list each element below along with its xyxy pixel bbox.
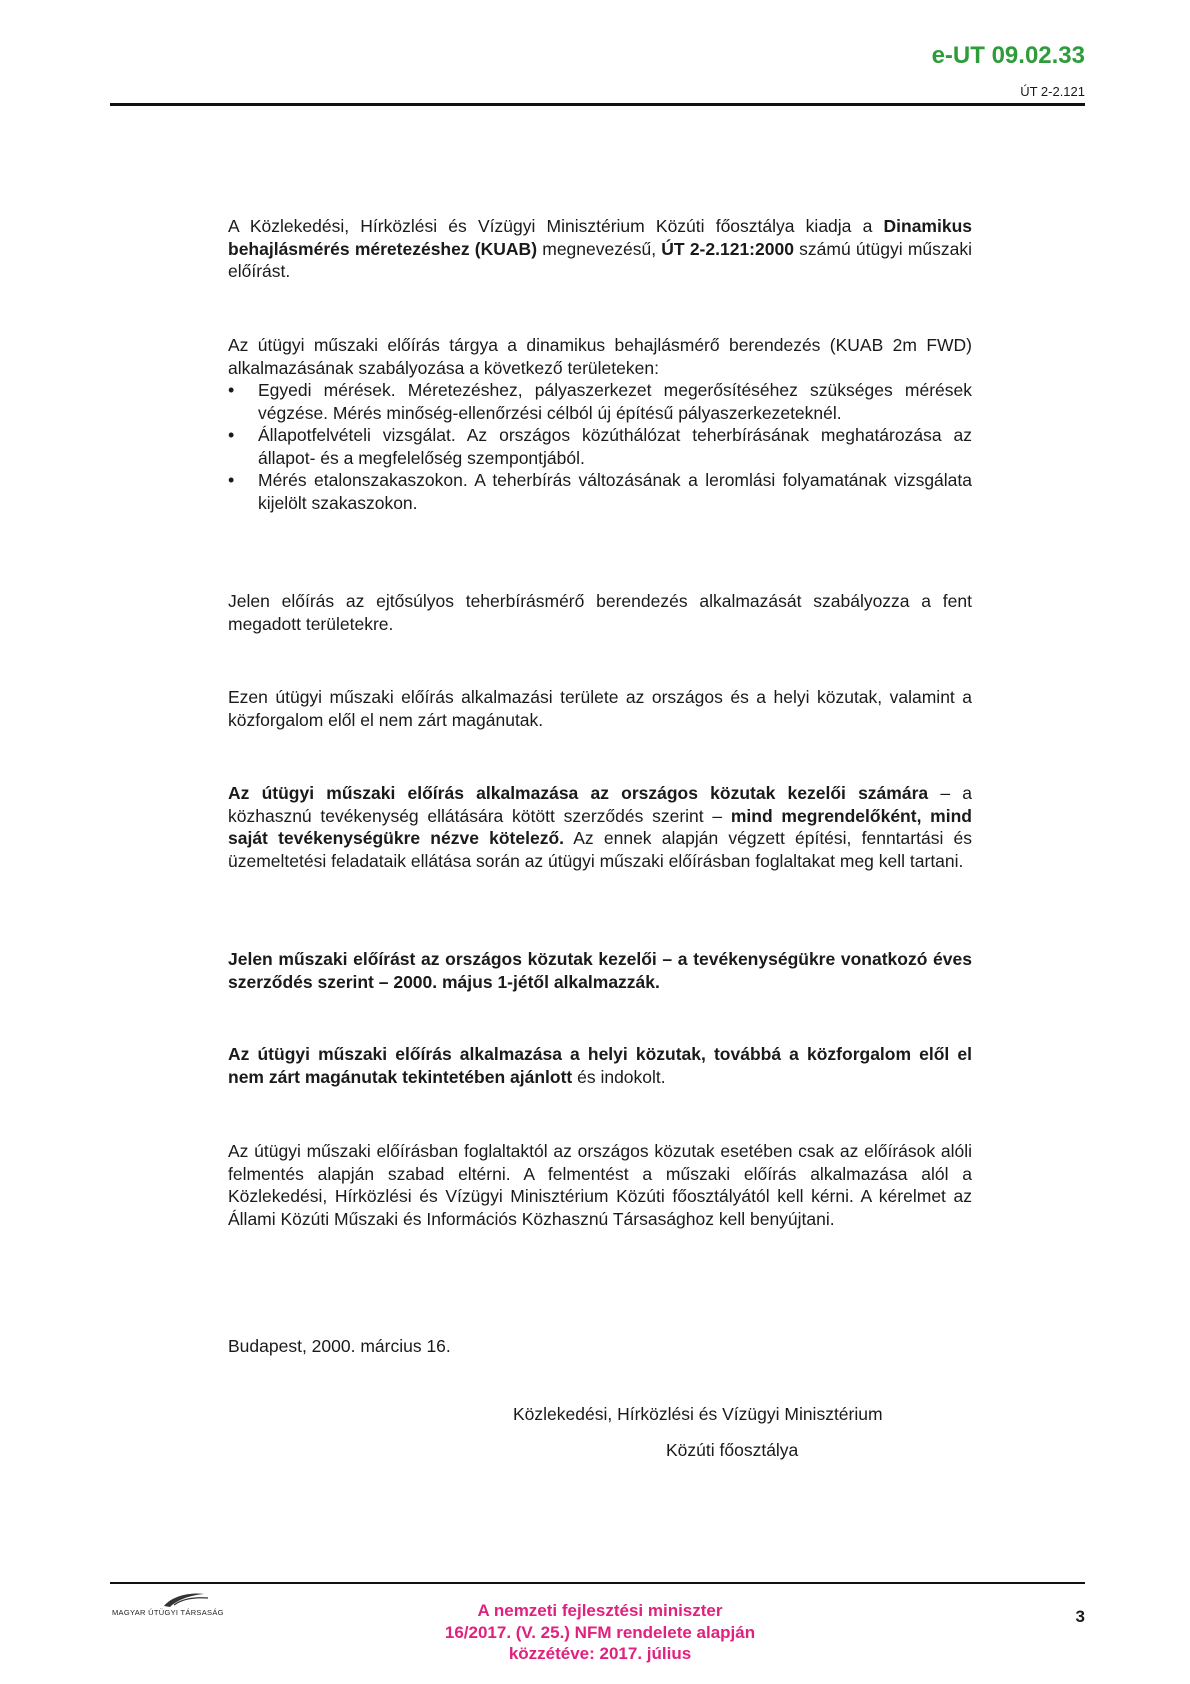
mandatory-text-1: – a közhasznú tevékenység ellátására kötött szerződés szerint – [228, 783, 972, 826]
device-paragraph [228, 590, 972, 635]
intro-standard-number: ÚT 2-2.121:2000 [661, 238, 794, 259]
recommended-text: és indokolt. [572, 1066, 666, 1087]
logo-swoosh-icon [112, 1590, 272, 1610]
footer-divider [110, 1582, 1085, 1584]
mandatory-bold-1: Az útügyi műszaki előírás alkalmazása az országos közutak kezelői számára [228, 783, 929, 803]
intro-text-1: A Közlekedési, Hírközlési és Vízügyi Minisztérium Közúti főosztálya kiadja a [228, 216, 884, 236]
signature-department: Közúti főosztálya [666, 1440, 799, 1460]
mandatory-paragraph [228, 782, 972, 872]
effective-paragraph [228, 948, 972, 993]
page-number: 3 [1075, 1607, 1085, 1626]
intro-text-3: számú útügyi műszaki előírást. [228, 238, 972, 281]
intro-text-2: megnevezésű, [537, 238, 662, 259]
area-text: Ezen útügyi műszaki előírás alkalmazási területe az országos és a helyi közutak, valamint a közforgalom elől el nem zárt magánutak. [228, 687, 972, 730]
mandatory-bold-2: mind megrendelőként, mind saját tevékenységükre nézve kötelező. [228, 805, 972, 848]
publication-note [360, 1600, 840, 1665]
society-logo [112, 1590, 272, 1620]
area-paragraph [228, 686, 972, 731]
publication-line-1: A nemzeti fejlesztési miniszter [477, 1601, 723, 1620]
publication-line-3: közzétéve: 2017. július [508, 1644, 692, 1663]
subject-section [228, 334, 972, 514]
device-text: Jelen előírás az ejtősúlyos teherbírásmérő berendezés alkalmazását szabályozza a fent megadott területekre. [228, 591, 972, 634]
recommended-paragraph [228, 1043, 972, 1088]
subject-list [228, 379, 972, 514]
document-code: e-UT 09.02.33 [931, 42, 1085, 69]
header-divider [110, 103, 1085, 106]
standard-number: ÚT 2-2.121 [1020, 84, 1085, 99]
recommended-bold: Az útügyi műszaki előírás alkalmazása a helyi közutak, továbbá a közforgalom elől el nem zárt magánutak tekintetében ajánlott [228, 1044, 972, 1087]
publication-line-2: 16/2017. (V. 25.) NFM rendelete alapján [444, 1622, 756, 1642]
logo-text: MAGYAR ÚTÜGYI TÁRSASÁG [112, 1608, 224, 1617]
exemption-text: Az útügyi műszaki előírásban foglaltaktól az országos közutak esetében csak az előírások alóli felmentés alapján szabad eltérni. A felmentést a műszaki előírás alkalmazása alól a Közlekedési, Hírközlési és Vízügyi Minisztérium Közúti főosztályától kell kérni. A kérelmet az Állami Közúti Műszaki és Információs Közhasznú Társasághoz kell benyújtani. [228, 1141, 972, 1229]
signature-ministry: Közlekedési, Hírközlési és Vízügyi Minisztérium [513, 1404, 883, 1424]
list-item: • Állapotfelvételi vizsgálat. Az országos közúthálózat teherbírásának meghatározása az állapot- és a megfelelőség szempontjából. [228, 424, 972, 469]
list-item: • Egyedi mérések. Méretezéshez, pályaszerkezet megerősítéséhez szükséges mérések végzése. Mérés minőség-ellenőrzési célból új építésű pályaszerkezeteknél. [228, 379, 972, 424]
effective-text: Jelen műszaki előírást az országos közutak kezelői – a tevékenységükre vonatkozó éves szerződés szerint – 2000. május 1-jétől alkalmazzák. [228, 949, 972, 992]
exemption-paragraph [228, 1140, 972, 1230]
intro-paragraph [228, 215, 972, 283]
subject-lead: Az útügyi műszaki előírás tárgya a dinamikus behajlásmérő berendezés (KUAB 2m FWD) alkalmazásának szabályozása a következő területeken: [228, 335, 972, 378]
intro-title: Dinamikus behajlásmérés méretezéshez (KUAB) [228, 216, 972, 259]
list-item: • Mérés etalonszakaszokon. A teherbírás változásának a leromlási folyamatának vizsgálata kijelölt szakaszokon. [228, 469, 972, 514]
date-line: Budapest, 2000. március 16. [228, 1336, 451, 1356]
mandatory-text-2: Az ennek alapján végzett építési, fenntartási és üzemeltetési feladataik ellátása során az útügyi műszaki előírásban foglaltakat meg kell tartani. [228, 828, 973, 871]
